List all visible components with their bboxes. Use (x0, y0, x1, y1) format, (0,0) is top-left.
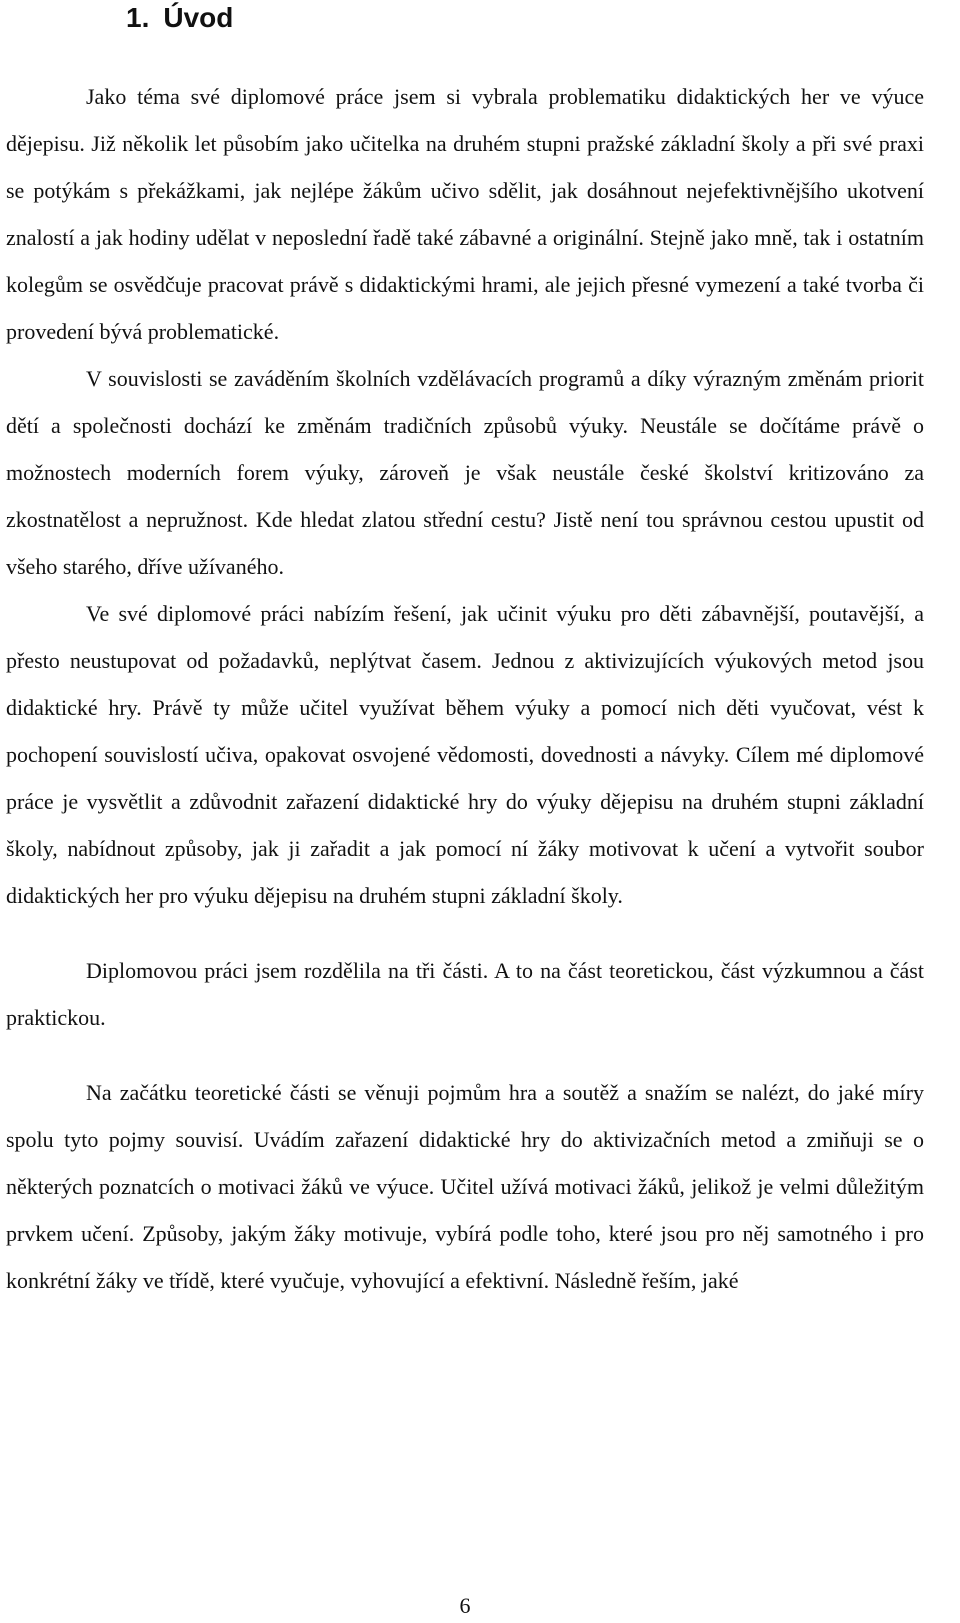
chapter-number: 1. (126, 2, 150, 33)
paragraph-thesis-structure: Diplomovou práci jsem rozdělila na tři části. A to na část teoretickou, část výzkumnou a část praktickou. (6, 958, 924, 1030)
paragraph-thesis-goal: Ve své diplomové práci nabízím řešení, jak učinit výuku pro děti zábavnější, poutavější, a přesto neustupovat od požadavků, neplýtvat časem. Jednou z aktivizujících výukových metod jsou didaktické hry. Právě ty může učitel využívat během výuky a pomocí nich děti vyučovat, vést k pochopení souvislostí učiva, opakovat osvojené vědomosti, dovednosti a návyky. Cílem mé diplomové práce je vysvětlit a zdůvodnit zařazení didaktické hry do výuky dějepisu na druhém stupni základní školy, nabídnout způsoby, jak ji zařadit a jak pomocí ní žáky motivovat k učení a vytvořit soubor didaktických her pro výuku dějepisu na druhém stupni základní školy. (6, 601, 924, 908)
paragraph-educational-programs: V souvislosti se zaváděním školních vzdělávacích programů a díky výrazným změnám priorit dětí a společnosti dochází ke změnám tradičních způsobů výuky. Neustále se dočítáme právě o možnostech moderních forem výuky, zároveň je však neustále české školství kritizováno za zkostnatělost a nepružnost. Kde hledat zlatou střední cestu? Jistě není tou správnou cestou upustit od všeho starého, dříve užívaného. (6, 366, 924, 579)
chapter-title: Úvod (163, 2, 234, 33)
chapter-heading (126, 0, 233, 36)
body-text (6, 73, 924, 1304)
paragraph-theoretical-part: Na začátku teoretické části se věnuji pojmům hra a soutěž a snažím se nalézt, do jaké míry spolu tyto pojmy souvisí. Uvádím zařazení didaktické hry do aktivizačních metod a zmiňuji se o některých poznatcích o motivaci žáků ve výuce. Učitel užívá motivaci žáků, jelikož je velmi důležitým prvkem učení. Způsoby, jakým žáky motivuje, vybírá podle toho, které jsou pro něj samotného i pro konkrétní žáky ve třídě, které vyučuje, vyhovující a efektivní. Následně řeším, jaké (6, 1080, 924, 1293)
paragraph-topic-choice: Jako téma své diplomové práce jsem si vybrala problematiku didaktických her ve výuce dějepisu. Již několik let působím jako učitelka na druhém stupni pražské základní školy a při své praxi se potýkám s překážkami, jak nejlépe žákům učivo sdělit, jak dosáhnout nejefektivnějšího ukotvení znalostí a jak hodiny udělat v neposlední řadě také zábavné a originální. Stejně jako mně, tak i ostatním kolegům se osvědčuje pracovat právě s didaktickými hrami, ale jejich přesné vymezení a také tvorba či provedení bývá problematické. (6, 84, 924, 344)
page-number: 6 (459, 1593, 471, 1618)
